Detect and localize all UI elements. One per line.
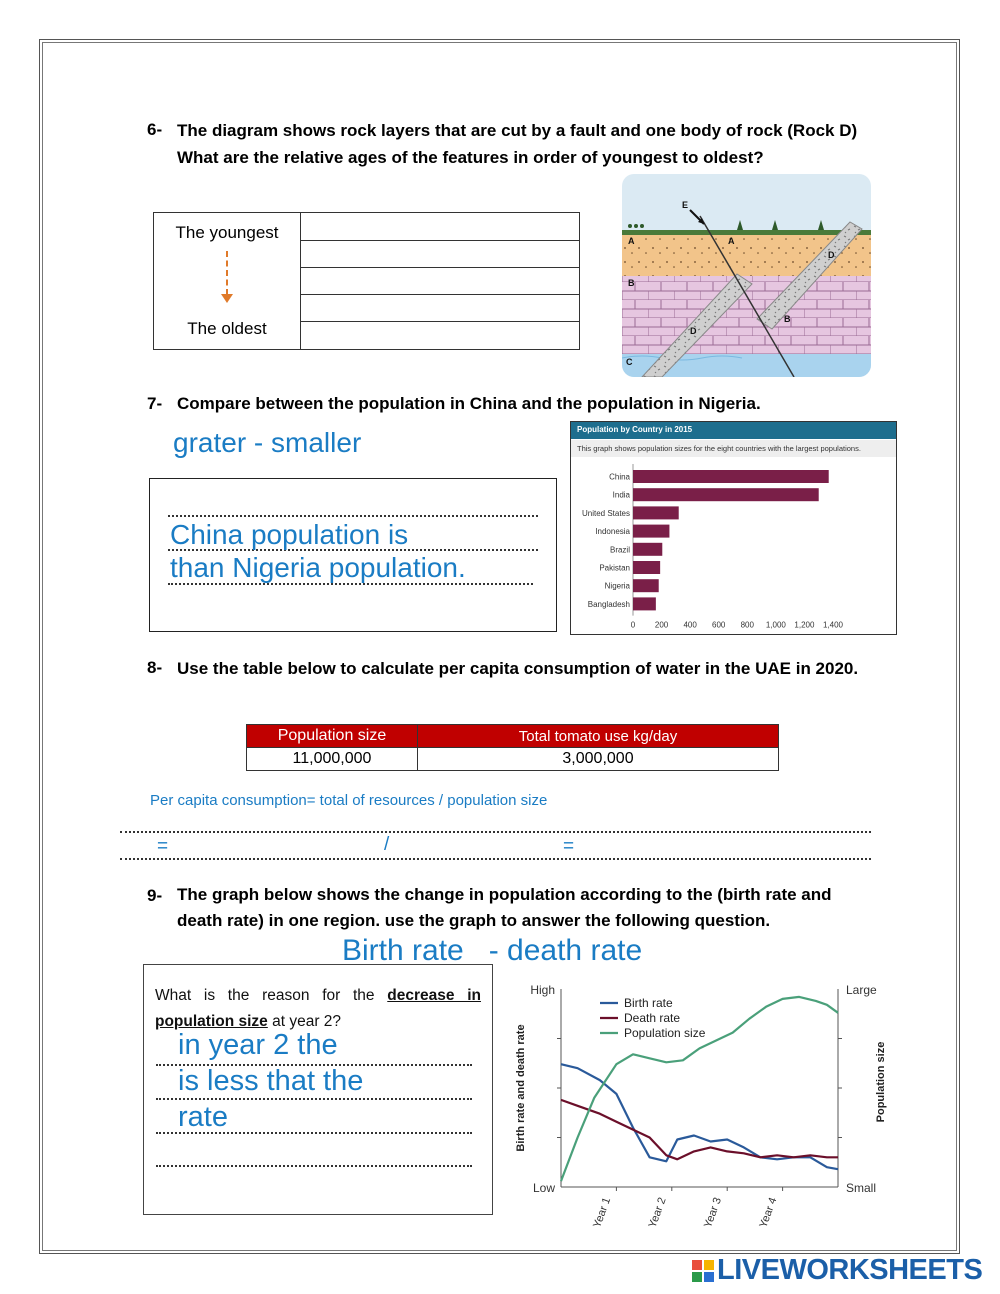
arrow-down-icon — [221, 294, 233, 303]
youngest-label: The youngest — [175, 223, 279, 242]
x-tick-label: 200 — [654, 620, 669, 630]
q7-answer-line1[interactable]: China population is — [170, 519, 409, 550]
rock-layers-diagram — [622, 174, 871, 377]
bar-label: Indonesia — [595, 527, 630, 537]
q7-word-bank: grater - smaller — [173, 427, 362, 458]
y-left-label: Birth rate and death rate — [515, 1024, 527, 1152]
answer-row-1[interactable] — [301, 240, 579, 241]
x-tick-label: 600 — [712, 620, 726, 630]
population-chart — [570, 421, 897, 635]
q7-number: 7- — [147, 394, 163, 413]
q8-number: 8- — [147, 658, 163, 677]
q9-answer-box — [143, 964, 493, 1215]
y-right-label: Population size — [875, 1041, 887, 1123]
label-a-left: A — [628, 236, 635, 246]
x-tick-label: Year 3 — [702, 1195, 725, 1230]
x-tick-label: 1,400 — [822, 620, 844, 630]
label-b-left: B — [628, 278, 635, 288]
chart-title: Population by Country in 2015 — [577, 425, 693, 434]
x-tick-label: 400 — [683, 620, 697, 630]
label-d-right: D — [828, 250, 835, 260]
q9-word-bank: Birth rate - death rate — [342, 934, 643, 967]
x-tick-label: Year 1 — [591, 1195, 614, 1230]
bar-label: India — [612, 490, 630, 500]
bar-indonesia — [633, 525, 669, 538]
legend-label: Population size — [624, 1026, 706, 1040]
x-tick-label: 1,000 — [765, 620, 786, 630]
answer-row-2[interactable] — [301, 267, 579, 268]
label-d-left: D — [690, 326, 697, 336]
bar-brazil — [633, 543, 662, 556]
q7-question: Compare between the population in China and the population in Nigeria. — [177, 394, 761, 413]
bar-united-states — [633, 506, 679, 519]
series-death-rate — [561, 1100, 838, 1159]
brand-text: LIVEWORKSHEETS — [717, 1254, 983, 1286]
label-b-right: B — [784, 314, 791, 324]
q9-answer-line2[interactable]: is less that the — [178, 1065, 364, 1097]
x-tick-label: 800 — [740, 620, 754, 630]
legend-label: Death rate — [624, 1011, 681, 1025]
chart-header — [571, 422, 896, 439]
rate-chart — [508, 975, 890, 1240]
q6-answer-table — [153, 212, 580, 350]
x-tick-label: Year 4 — [757, 1195, 780, 1230]
q8-answer-result[interactable] — [585, 836, 865, 858]
q7-answer-line2[interactable]: than Nigeria population. — [170, 552, 466, 583]
x-tick-label: 0 — [630, 620, 636, 630]
label-e: E — [682, 200, 689, 210]
chart-subtitle: This graph shows population sizes for the eight countries with the largest populations. — [577, 444, 861, 453]
q8-data-table — [246, 724, 779, 771]
bar-label: Bangladesh — [587, 599, 630, 609]
bar-label: Brazil — [609, 545, 630, 555]
q8-question: Use the table below to calculate per capita consumption of water in the UAE in 2020. — [177, 659, 859, 678]
q7-answer-box — [149, 478, 557, 632]
q8-slash: / — [384, 834, 390, 855]
q8-formula: Per capita consumption= total of resources / population size — [150, 792, 548, 809]
bar-label: United States — [581, 508, 630, 518]
q9-prompt: What is the reason for the decrease in population size at year 2? — [155, 987, 481, 1030]
y-left-top: High — [530, 983, 555, 997]
answer-row-3[interactable] — [301, 294, 579, 295]
y-right-top: Large — [846, 983, 877, 997]
table-header-tomato: Total tomato use kg/day — [418, 725, 779, 748]
y-left-bottom: Low — [532, 1181, 555, 1195]
logo-icon — [692, 1260, 714, 1282]
q6-question: The diagram shows rock layers that are cut by a fault and one body of rock (Rock D) What are the relative ages of the features in order of youngest to oldest? — [177, 121, 858, 167]
q8-equals-2: = — [563, 836, 575, 857]
q8-answer-population[interactable] — [400, 836, 550, 858]
table-cell-tomato: 3,000,000 — [418, 748, 779, 771]
table-cell-population: 11,000,000 — [247, 748, 418, 771]
bar-india — [633, 488, 819, 501]
label-a-right: A — [728, 236, 735, 246]
series-population-size — [561, 997, 838, 1181]
q9-question: The graph below shows the change in population according to the (birth rate and death rate) in one region. use the graph to answer the following question. — [177, 885, 832, 930]
table-header-population: Population size — [247, 725, 418, 748]
bar-label: China — [609, 472, 630, 482]
bar-label: Pakistan — [599, 563, 630, 573]
arrow-line — [226, 251, 228, 295]
x-tick-label: Year 2 — [646, 1195, 669, 1230]
q9-answer-line3[interactable]: rate — [178, 1101, 228, 1133]
bar-nigeria — [633, 579, 659, 592]
q8-answer-resources[interactable] — [180, 836, 370, 858]
bar-pakistan — [633, 561, 660, 574]
y-right-bottom: Small — [846, 1181, 877, 1195]
q6-number: 6- — [147, 120, 163, 139]
bar-label: Nigeria — [604, 581, 630, 591]
series-birth-rate — [561, 1064, 838, 1169]
q9-answer-line1[interactable]: in year 2 the — [178, 1029, 338, 1061]
q8-equals-1: = — [157, 836, 169, 857]
legend-label: Birth rate — [624, 996, 673, 1010]
answer-row-4[interactable] — [301, 321, 579, 322]
bar-china — [633, 470, 829, 483]
label-c: C — [626, 357, 633, 367]
q9-number: 9- — [147, 886, 163, 905]
x-tick-label: 1,200 — [794, 620, 815, 630]
oldest-label: The oldest — [187, 319, 267, 338]
bar-bangladesh — [633, 597, 656, 610]
